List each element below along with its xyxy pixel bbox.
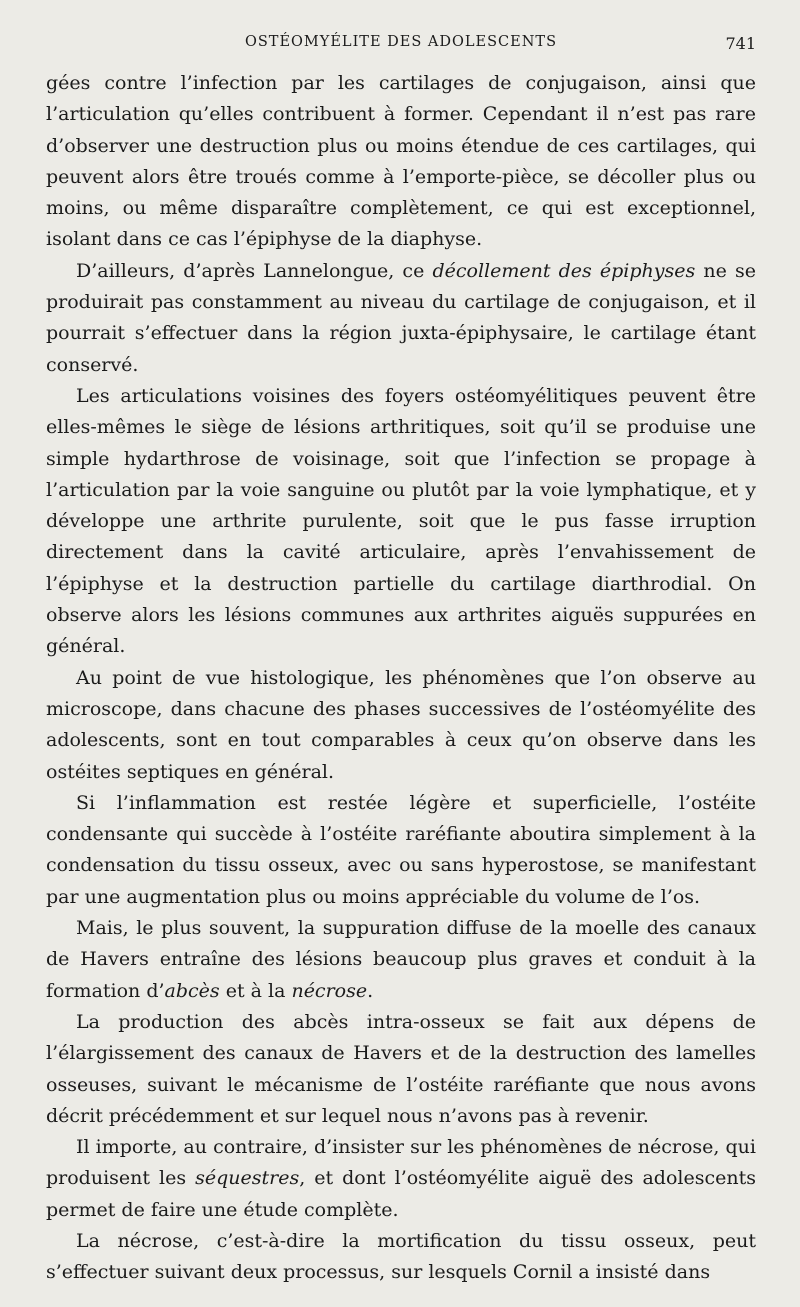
- text-segment: et à la: [219, 979, 292, 1002]
- text-segment: La nécrose, c’est-à-dire la mortification du tissu osseux, peut s’effectuer suivant deux processus, sur lesquels Cornil a insisté dans: [46, 1229, 756, 1284]
- text-segment: , et dont l’ostéomyélite aiguë des adolescents permet de faire une étude complète.: [46, 1167, 756, 1221]
- text-segment: Les articulations voisines des foyers ostéomyélitiques peuvent être elles-mêmes le siège de lésions arthritiques, soit qu’il se produise une simple hydarthrose de voisinage, soit que l’infection se propage à l’articulation par la voie sanguine ou plutôt par la voie lymphatique, et y développe une arthrite purulente, soit que le pus fasse irruption directement dans la cavité articulaire, après l’envahissement de l’épiphyse et la destruction partielle du cartilage diarthrodial. On observe alors les lésions communes aux arthrites aiguës suppurées en général.: [46, 384, 756, 658]
- page-number: 741: [725, 34, 756, 53]
- italic-text: séquestres: [195, 1167, 300, 1190]
- running-title: OSTÉOMYÉLITE DES ADOLESCENTS: [244, 34, 558, 50]
- paragraph: [46, 1132, 756, 1226]
- paragraph: [46, 1007, 756, 1132]
- text-segment: Si l’inflammation est restée légère et superficielle, l’ostéite condensante qui succède à l’ostéite raréfiante aboutira simplement à la condensation du tissu osseux, avec ou sans hyperostose, se manifestant par une augmentation plus ou moins appréciable du volume de l’os.: [46, 791, 756, 908]
- paragraph: [46, 788, 756, 913]
- text-segment: .: [367, 979, 374, 1002]
- text-segment: Mais, le plus souvent, la suppuration diffuse de la moelle des canaux de Havers entraîne des lésions beaucoup plus graves et conduit à la formation d’: [46, 917, 756, 1002]
- italic-text: décollement des épiphyses: [432, 259, 696, 282]
- page-header: [46, 28, 756, 68]
- italic-text: abcès: [164, 979, 220, 1002]
- text-segment: ne se produirait pas constamment au niveau du cartilage de conjugaison, et il pourrait s’effectuer dans la région juxta-épiphysaire, le cartilage étant conservé.: [46, 259, 756, 376]
- paragraph: [46, 381, 756, 663]
- paragraph: [46, 663, 756, 788]
- italic-text: nécrose: [291, 979, 368, 1002]
- text-segment: Au point de vue histologique, les phénomènes que l’on observe au microscope, dans chacune des phases successives de l’ostéomyélite des adolescents, sont en tout comparables à ceux qu’on observe dans les ostéites septiques en général.: [46, 666, 756, 783]
- paragraph: [46, 256, 756, 381]
- paragraph: [46, 1226, 756, 1289]
- body-text: [46, 68, 756, 1289]
- text-segment: D’ailleurs, d’après Lannelongue, ce: [76, 259, 433, 282]
- paragraph: [46, 913, 756, 1007]
- text-segment: Il importe, au contraire, d’insister sur les phénomènes de nécrose, qui produisent les: [46, 1136, 756, 1190]
- text-segment: gées contre l’infection par les cartilages de conjugaison, ainsi que l’articulation qu’elles contribuent à former. Cependant il n’est pas rare d’observer une destruction plus ou moins étendue de ces cartilages, qui peuvent alors être troués comme à l’emporte-pièce, se décoller plus ou moins, ou même disparaître complètement, ce qui est exceptionnel, isolant dans ce cas l’épiphyse de la diaphyse.: [46, 72, 756, 251]
- paragraph: [46, 68, 756, 256]
- text-segment: La production des abcès intra-osseux se fait aux dépens de l’élargissement des canaux de Havers et de la destruction des lamelles osseuses, suivant le mécanisme de l’ostéite raréfiante que nous avons décrit précédemment et sur lequel nous n’avons pas à revenir.: [46, 1010, 756, 1127]
